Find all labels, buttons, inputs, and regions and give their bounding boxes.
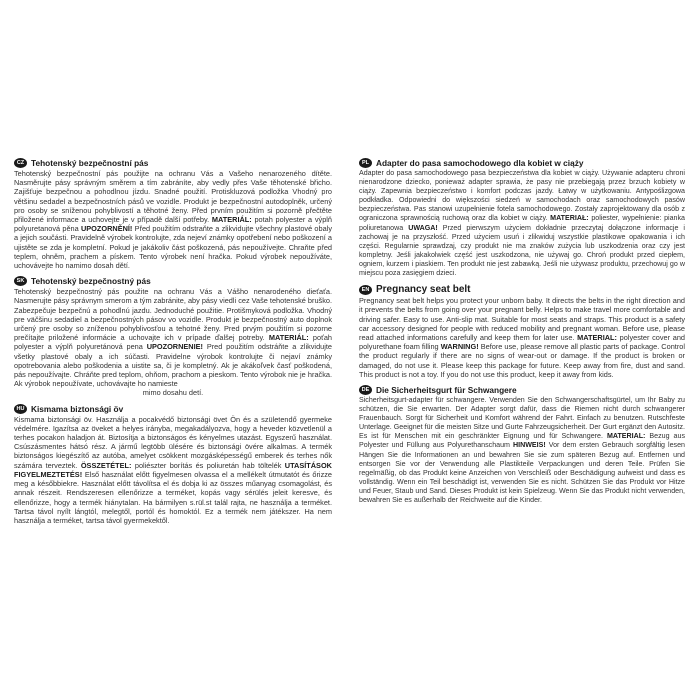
material-text: potah polyester a výplň polyuretanová pěna <box>14 215 333 234</box>
body-text: Kismama biztonsági öv. Használja a pocakvédő biztonsági övet Ön és a születendő gyermeke védelmére. Igazítsa az öveket a helyes irányba, megakadályozva, hogy a heveder közvetlenül a terhes pocakon haladjon át. Biztosítja a biztonságos és kényelmes utazást. Egyszerű használat. Csúszásmentes hátsó rész. A jármű legtöbb ülésére és biztonsági övére alkalmas. A termék biztonságos kiegészítő az autóba, amelyet csökkent mozgásképességű emberek és terhes nők számára terveztek. <box>14 414 332 470</box>
warning-text: Před použitím odstraňte a zlikvidujte všechny plastové obaly a jejich součásti. Pravidelně výrobek kontrolujte, zda nejeví známky opotřebení nebo poškození a ujistěte se zda je kompletní. Pokud je jakákoliv část poškozená, pás nepoužívejte. Chraňte před teplem, ohněm, prachem a pískem. Tento výrobek není hračka. Pokud výrobek nepoužíváte, uchovávejte ho namimo dosah dětí. <box>14 224 332 271</box>
material-label: MATERIAŁ: <box>550 214 589 223</box>
material-label: MATERIAL: <box>606 432 646 441</box>
material-label: MATERIAL: <box>577 332 617 342</box>
section-body <box>359 296 685 379</box>
warning-label: WARNING! <box>440 342 479 352</box>
section-title: Die Sicherheitsgurt für Schwangere <box>376 384 517 395</box>
warning-label: UPOZORNĚNÍ! <box>80 224 133 234</box>
material-text: poliester, wypełnienie: pianka poliuretanowa <box>359 214 685 232</box>
body-text: Adapter do pasa samochodowego pasa bezpieczeństwa dla kobiet w ciąży. Używanie adapteru chroni nienarodzone dziecko, ponieważ adapter sprawia, że pasy nie przebiegają przez brzuch kobiety w ciąży. Zapewnia bezpieczeństwo i komfort podczas jazdy. Łatwy w użytkowaniu. Antypoślizgowa podkładka. Odpowiedni do większości siedzeń w samochodach oraz samochodowych pasów bezpieczeństwa. Pas stanowi uzupełnienie fotela samochodowego. Zostały zaprojektowany dla osób z ograniczona sprawnością ruchową oraz dla kobiet w ciąży. <box>359 169 685 223</box>
material-text: polyester cover and polyurethane foam filling <box>359 332 685 352</box>
section-title: Tehotenský bezpečnostní pás <box>31 158 149 168</box>
warning-text: Before use, please remove all plastic parts of package. Control the product regularly if there are no signs of wear-out or damage. If the product is broken or damaged, do not use it. Please keep this package for future. Keep away from fire, dust and sand. This product is not a toy. If you do not use this product, keep it away from kids. <box>359 342 685 379</box>
material-label: MATERIÁL: <box>211 215 252 225</box>
body-text: Tehotenský bezpečnostný pás použite na ochranu Vás a Vášho nenarodeného dieťaťa. Nasmerujte pásy správnym smerom a tým zabránite, aby pásy viedli cez Vaše tehotenské bruško. Zabezpečuje bezpečnú a pohodlnú jazdu. Jednoduché použitie. Protišmyková podložka. Vhodný pre väčšinu sedadiel a bezpečnostných pásov vo vozidle. Produkt je bezpečnostný auto doplnok určený pre osoby so zníženou pohyblivosťou a tehotné ženy. Pred prvým použitím si pozorne prečítajte priložené informácie a uchovajte ich v prípade ďalšej potreby. <box>14 287 332 343</box>
section-pl <box>359 158 685 278</box>
material-label: ÖSSZETÉTEL: <box>80 460 132 470</box>
section-body <box>359 169 685 278</box>
section-body <box>359 396 685 505</box>
section-header <box>359 385 685 395</box>
warning-label: UTASÍTÁSOK FIGYELMEZTETÉS! <box>14 460 332 479</box>
section-body <box>14 415 332 525</box>
section-title: Pregnancy seat belt <box>376 284 471 296</box>
warning-text: Első használat előtt figyelmesen olvassa el a mellékelt útmutatót és őrizze meg a későbbiekre. Használat előtt távolítsa el és dobja ki az összes műanyag csomagolást, és annak részeit. Rendszeresen ellenőrizze a terméket, kopás vagy sérülés jeleit keresve, és ellenőrizze, hogy a termék hiánytalan. Ha bármilyen s.rül.st talál rajta, ne használja a terméket. Tartsa távol nyílt lángtól, melegtől, portól és homoktól. Ez a termék nem játékszer. Ha nem használja a terméket, tartsa távol gyermekektől. <box>14 469 332 525</box>
warning-label: HINWEIS! <box>513 441 546 450</box>
section-de <box>359 385 685 505</box>
language-badge: DE <box>359 385 372 395</box>
body-text: Pregnancy seat belt helps you protect your unborn baby. It directs the belts in the right direction and it prevents the belts from going over your pregnant belly. Helps to make travel more comfortable and driving safer. Easy to use. Anti-slip mat. Suitable for most seats and straps. This product is a safety car accessory designed for people with reduced mobility and pregnant woman. Before use, please read attached informations carefully and keep them for later use. <box>359 296 685 342</box>
body-text: Sicherheitsgurt-adapter für schwangere. Verwenden Sie den Schwangerschaftsgürtel, um Ihr Baby zu schützen, die Sie erwarten. Der Adapter sorgt dafür, dass die Riemen nicht durch schwangerer Frauenbauch. Sorgt für Sicherheit und Komfort während der Fahrt. Einfach zu benutzen. Rutschfeste Unterlage. Geeignet für die meisten Sitze und Gurte Fahrzeugsicherheit. Der Gurt ergänzt den Autositz. Es ist für Menschen mit ein geschränkter Eignung und für Schwangere. <box>359 395 685 441</box>
material-text: Bezug aus Polyester und Füllung aus Polyurethanschaum <box>359 432 685 450</box>
section-header <box>14 158 332 168</box>
warning-label: UPOZORNENIE! <box>146 342 203 352</box>
warning-text: Pred použitím odstráňte a zlikvidujte všetky plastové obaly a ich súčasti. Pravidelne výrobok kontrolujte či nejaví známky opotrebovania alebo poškodenia a uistite sa, či je kompletný. Ak je akákoľvek časť poškodená, pás nepoužívajte. Chráňte pred teplom, ohňom, prachom a pieskom. Tento výrobok nie je hračka. Ak výrobok nepoužívate, uchovávajte ho namieste <box>14 342 332 389</box>
section-hu <box>14 404 332 525</box>
language-badge: EN <box>359 285 372 295</box>
warning-label: UWAGA! <box>408 223 438 232</box>
language-badge: CZ <box>14 158 27 168</box>
tail-text: mimo dosahu detí. <box>142 388 204 398</box>
section-header <box>14 404 332 414</box>
language-badge: PL <box>359 158 372 168</box>
material-text: poťah polyester a výplň polyuretánová pena <box>14 333 332 352</box>
section-body <box>14 287 332 397</box>
language-badge: SK <box>14 276 27 286</box>
section-title: Adapter do pasa samochodowego dla kobiet w ciąży <box>376 158 584 168</box>
material-text: poliészter borítás és poliuretán hab töltelék <box>131 460 285 470</box>
warning-text: Vor dem ersten Gebrauch sorgfältig lesen Hängen Sie die Informationen an und bewahren Sie sie zum späteren Bezug auf. Entfernen und entsorgen Sie vor der Verwendung alle Plastikteile Verpackungen und deren Teile. Prüfen Sie regelmäßig, ob das Produkt keine Anzeichen von Verschleiß oder Beschädigung aufweist und dass es vollständig. Wenn ein Teil beschädigt ist, verwenden Sie es nicht. Schützen Sie das Produkt vor Hitze und Feuer, Staub und Sand. Dieses Produkt ist kein Spielzeug. Wenn Sie das Produkt nicht verwenden, bewahren Sie es außerhalb der Reichweite auf die Kinder. <box>359 441 685 504</box>
section-en <box>359 284 685 379</box>
section-sk <box>14 276 332 397</box>
left-column <box>14 158 332 531</box>
language-badge: HU <box>14 404 27 414</box>
section-title: Tehotenský bezpečnostný pás <box>31 276 151 287</box>
section-body <box>14 169 332 270</box>
section-header <box>359 158 685 168</box>
section-cz <box>14 158 332 270</box>
material-label: MATERIÁL: <box>268 333 309 343</box>
body-text: Tehotenský bezpečnostní pás použijte na ochranu Vás a Vašeho nenarozeného dítěte. Nasměrujte pásy správným směrem a tím zabráníte, aby vedly přes Vaše těhotenské břicho. Zajišťuje bezpečnou a pohodlnou jízdu. Snadné použití. Protiskluzová podložka Vhodný pro většinu sedadel a bezpečnostních pásů ve vozidle. Produkt je bezpečnostní autodoplněk, určený pro osoby se sníženou pohyblivostí a těhotné ženy. Před prvním použitím si pozorně přečtěte přiložené informace a uchovejte je v případě další potřeby. <box>14 169 332 225</box>
warning-text: Przed pierwszym użyciem dokładnie przeczytaj dołączone informacje i zachowaj je na przyszłość. Przed użyciem usuń i zlikwiduj wszystkie plastikowe opakowania i ich części. Regularnie sprawdzaj, czy produkt nie ma znaków zużycia lub uszkodzenia oraz czy jest kompletny. Jeśli jakakolwiek część jest uszkodzona, nie używaj go. Chroń produkt przed ciepłem, ogniem, kurzem i piaskiem. Ten produkt nie jest zabawką. Jeśli nie używasz produktu, przechowuj go w miejscu poza zasięgiem dzieci. <box>359 223 685 278</box>
section-header <box>359 284 685 295</box>
section-title: Kismama biztonsági öv <box>31 403 124 414</box>
right-column <box>359 158 685 511</box>
section-header <box>14 276 332 286</box>
